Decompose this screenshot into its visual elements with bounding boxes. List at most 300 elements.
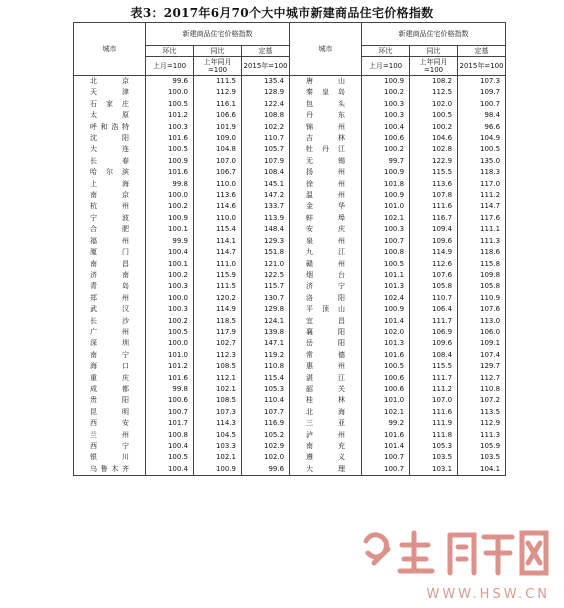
yoy-cell: 111.7 <box>410 373 458 384</box>
yoy-cell: 112.5 <box>410 87 458 98</box>
mom-cell: 101.4 <box>362 316 410 327</box>
mom-cell: 100.9 <box>362 304 410 315</box>
city-cell: 合肥 <box>74 224 146 235</box>
city-cell: 杭州 <box>74 201 146 212</box>
mom-cell: 101.4 <box>362 441 410 452</box>
city-cell: 济南 <box>74 270 146 281</box>
city-cell: 广州 <box>74 327 146 338</box>
city-cell: 赣州 <box>290 259 362 270</box>
watermark-url: WWW.HSW.CN <box>426 587 550 602</box>
yoy-cell: 108.5 <box>194 395 242 406</box>
mom-cell: 101.6 <box>362 430 410 441</box>
table-row <box>74 327 506 338</box>
yoy-cell: 114.7 <box>194 247 242 258</box>
city-cell: 哈尔滨 <box>74 167 146 178</box>
fixed-cell: 111.3 <box>458 236 506 247</box>
city-cell: 乌鲁木齐 <box>74 464 146 476</box>
fixed-cell: 107.4 <box>458 350 506 361</box>
fixed-cell: 107.3 <box>458 76 506 88</box>
yoy-cell: 109.4 <box>410 224 458 235</box>
yoy-cell: 111.6 <box>410 201 458 212</box>
city-cell: 大理 <box>290 464 362 476</box>
city-cell: 郑州 <box>74 293 146 304</box>
city-cell: 锦州 <box>290 122 362 133</box>
table-row <box>74 361 506 372</box>
fixed-cell: 105.8 <box>458 281 506 292</box>
fixed-base-header: 2015年=100 <box>458 57 506 76</box>
yoy-cell: 112.9 <box>194 87 242 98</box>
yoy-cell: 110.7 <box>410 293 458 304</box>
city-cell: 上海 <box>74 179 146 190</box>
fixed-cell: 112.7 <box>458 373 506 384</box>
index-header-left: 新建商品住宅价格指数 <box>146 23 290 46</box>
yoy-cell: 111.5 <box>194 281 242 292</box>
fixed-cell: 109.1 <box>458 338 506 349</box>
mom-cell: 100.9 <box>146 156 194 167</box>
mom-cell: 100.9 <box>362 76 410 88</box>
yoy-cell: 105.8 <box>410 281 458 292</box>
yoy-cell: 114.3 <box>194 418 242 429</box>
fixed-cell: 110.8 <box>458 384 506 395</box>
yoy-cell: 115.4 <box>194 224 242 235</box>
table-row <box>74 87 506 98</box>
yoy-cell: 113.6 <box>410 179 458 190</box>
fixed-cell: 135.0 <box>458 156 506 167</box>
mom-cell: 100.5 <box>146 327 194 338</box>
fixed-cell: 96.6 <box>458 122 506 133</box>
yoy-cell: 122.9 <box>410 156 458 167</box>
mom-cell: 100.4 <box>146 247 194 258</box>
mom-cell: 101.0 <box>362 201 410 212</box>
yoy-cell: 102.7 <box>194 338 242 349</box>
city-cell: 襄阳 <box>290 327 362 338</box>
city-cell: 蚌埠 <box>290 213 362 224</box>
city-cell: 温州 <box>290 190 362 201</box>
yoy-cell: 107.3 <box>194 407 242 418</box>
table-row <box>74 464 506 476</box>
table-row <box>74 156 506 167</box>
index-header-right: 新建商品住宅价格指数 <box>362 23 506 46</box>
yoy-cell: 111.8 <box>410 430 458 441</box>
logo-mark-icon <box>366 533 546 573</box>
yoy-cell: 112.1 <box>194 373 242 384</box>
table-title: 表3：2017年6月70个大中城市新建商品住宅价格指数 <box>130 6 434 20</box>
city-cell: 南充 <box>290 441 362 452</box>
mom-cell: 101.6 <box>146 133 194 144</box>
mom-cell: 100.3 <box>362 224 410 235</box>
table-row <box>74 395 506 406</box>
mom-cell: 100.2 <box>146 201 194 212</box>
fixed-cell: 112.9 <box>458 418 506 429</box>
mom-cell: 101.7 <box>146 418 194 429</box>
city-cell: 武汉 <box>74 304 146 315</box>
city-cell: 宜昌 <box>290 316 362 327</box>
yoy-cell: 107.6 <box>410 270 458 281</box>
mom-cell: 101.3 <box>362 338 410 349</box>
fixed-cell: 105.2 <box>242 430 290 441</box>
table-row <box>74 110 506 121</box>
fixed-cell: 133.7 <box>242 201 290 212</box>
table-row <box>74 316 506 327</box>
yoy-cell: 109.6 <box>410 236 458 247</box>
city-cell: 湛江 <box>290 373 362 384</box>
table-row <box>74 373 506 384</box>
yoy-cell: 111.9 <box>410 418 458 429</box>
mom-cell: 100.3 <box>146 304 194 315</box>
table-body <box>74 76 506 476</box>
mom-cell: 99.6 <box>146 76 194 88</box>
mom-cell: 101.1 <box>362 270 410 281</box>
fixed-cell: 111.3 <box>458 430 506 441</box>
city-cell: 天津 <box>74 87 146 98</box>
city-cell: 平顶山 <box>290 304 362 315</box>
yoy-cell: 102.8 <box>410 144 458 155</box>
table-row <box>74 259 506 270</box>
fixed-cell: 116.9 <box>242 418 290 429</box>
table-row <box>74 201 506 212</box>
city-cell: 兰州 <box>74 430 146 441</box>
fixed-cell: 117.6 <box>458 213 506 224</box>
city-cell: 北海 <box>290 407 362 418</box>
yoy-base-header: 上年同月=100 <box>410 57 458 76</box>
city-cell: 金华 <box>290 201 362 212</box>
mom-cell: 100.0 <box>146 190 194 201</box>
table-row <box>74 407 506 418</box>
yoy-cell: 110.0 <box>194 213 242 224</box>
city-cell: 无锡 <box>290 156 362 167</box>
city-cell: 桂林 <box>290 395 362 406</box>
table-row <box>74 338 506 349</box>
table-row <box>74 213 506 224</box>
fixed-cell: 107.9 <box>242 156 290 167</box>
yoy-cell: 108.5 <box>194 361 242 372</box>
table-row <box>74 350 506 361</box>
yoy-cell: 104.5 <box>194 430 242 441</box>
city-cell: 秦皇岛 <box>290 87 362 98</box>
fixed-cell: 129.7 <box>458 361 506 372</box>
yoy-cell: 109.6 <box>410 338 458 349</box>
mom-cell: 100.1 <box>146 224 194 235</box>
city-cell: 西宁 <box>74 441 146 452</box>
fixed-cell: 147.1 <box>242 338 290 349</box>
fixed-cell: 148.4 <box>242 224 290 235</box>
yoy-cell: 111.0 <box>194 259 242 270</box>
mom-cell: 100.3 <box>362 110 410 121</box>
fixed-cell: 119.2 <box>242 350 290 361</box>
fixed-cell: 117.0 <box>458 179 506 190</box>
mom-cell: 100.7 <box>362 464 410 476</box>
yoy-cell: 108.4 <box>410 350 458 361</box>
fixed-cell: 107.6 <box>458 304 506 315</box>
mom-cell: 100.2 <box>146 316 194 327</box>
fixed-header: 定基 <box>242 46 290 57</box>
yoy-header: 同比 <box>410 46 458 57</box>
city-cell: 洛阳 <box>290 293 362 304</box>
fixed-cell: 121.0 <box>242 259 290 270</box>
mom-cell: 100.3 <box>146 281 194 292</box>
yoy-cell: 104.6 <box>410 133 458 144</box>
mom-cell: 101.0 <box>146 350 194 361</box>
mom-base-header: 上月=100 <box>146 57 194 76</box>
fixed-cell: 118.3 <box>458 167 506 178</box>
table-row <box>74 418 506 429</box>
fixed-cell: 100.7 <box>458 99 506 110</box>
mom-cell: 99.8 <box>146 384 194 395</box>
yoy-cell: 101.9 <box>194 122 242 133</box>
yoy-cell: 102.0 <box>410 99 458 110</box>
yoy-cell: 114.9 <box>194 304 242 315</box>
yoy-cell: 103.5 <box>410 452 458 463</box>
mom-cell: 100.5 <box>362 361 410 372</box>
mom-cell: 101.2 <box>146 110 194 121</box>
mom-cell: 99.2 <box>362 418 410 429</box>
mom-cell: 100.4 <box>146 464 194 476</box>
mom-cell: 100.5 <box>362 259 410 270</box>
yoy-cell: 111.2 <box>410 384 458 395</box>
yoy-cell: 109.0 <box>194 133 242 144</box>
table-row <box>74 247 506 258</box>
city-cell: 长沙 <box>74 316 146 327</box>
mom-cell: 100.6 <box>362 133 410 144</box>
city-cell: 长春 <box>74 156 146 167</box>
mom-cell: 100.8 <box>362 247 410 258</box>
table-row <box>74 293 506 304</box>
mom-cell: 100.0 <box>146 87 194 98</box>
fixed-cell: 113.9 <box>242 213 290 224</box>
fixed-cell: 102.9 <box>242 441 290 452</box>
fixed-cell: 102.0 <box>242 452 290 463</box>
yoy-cell: 103.3 <box>194 441 242 452</box>
city-cell: 青岛 <box>74 281 146 292</box>
yoy-cell: 102.1 <box>194 384 242 395</box>
fixed-cell: 109.7 <box>458 87 506 98</box>
table-row <box>74 144 506 155</box>
fixed-cell: 122.5 <box>242 270 290 281</box>
mom-cell: 101.6 <box>146 167 194 178</box>
yoy-cell: 106.6 <box>194 110 242 121</box>
city-cell: 深圳 <box>74 338 146 349</box>
mom-cell: 100.3 <box>362 99 410 110</box>
mom-cell: 99.9 <box>146 236 194 247</box>
mom-cell: 100.0 <box>146 338 194 349</box>
yoy-cell: 115.5 <box>410 361 458 372</box>
mom-cell: 100.2 <box>146 270 194 281</box>
fixed-cell: 145.1 <box>242 179 290 190</box>
fixed-cell: 107.7 <box>242 407 290 418</box>
city-cell: 银川 <box>74 452 146 463</box>
city-header-left: 城市 <box>74 23 146 76</box>
mom-cell: 100.2 <box>362 144 410 155</box>
yoy-cell: 107.0 <box>194 156 242 167</box>
table-row <box>74 304 506 315</box>
table-row <box>74 452 506 463</box>
city-cell: 厦门 <box>74 247 146 258</box>
city-cell: 昆明 <box>74 407 146 418</box>
fixed-cell: 118.6 <box>458 247 506 258</box>
fixed-cell: 110.7 <box>242 133 290 144</box>
table-row <box>74 190 506 201</box>
city-cell: 西安 <box>74 418 146 429</box>
yoy-header: 同比 <box>194 46 242 57</box>
mom-cell: 100.9 <box>362 190 410 201</box>
mom-cell: 100.6 <box>362 384 410 395</box>
fixed-cell: 108.8 <box>242 110 290 121</box>
yoy-cell: 100.9 <box>194 464 242 476</box>
yoy-cell: 112.3 <box>194 350 242 361</box>
fixed-cell: 115.8 <box>458 259 506 270</box>
mom-cell: 100.0 <box>146 293 194 304</box>
yoy-cell: 116.1 <box>194 99 242 110</box>
mom-cell: 102.0 <box>362 327 410 338</box>
mom-cell: 102.4 <box>362 293 410 304</box>
table-row <box>74 99 506 110</box>
city-cell: 三亚 <box>290 418 362 429</box>
city-cell: 北京 <box>74 76 146 88</box>
mom-header: 环比 <box>146 46 194 57</box>
yoy-cell: 103.1 <box>410 464 458 476</box>
yoy-cell: 116.7 <box>410 213 458 224</box>
yoy-cell: 107.0 <box>410 395 458 406</box>
city-cell: 包头 <box>290 99 362 110</box>
table-row <box>74 236 506 247</box>
mom-base-header: 上月=100 <box>362 57 410 76</box>
mom-cell: 101.3 <box>362 281 410 292</box>
city-cell: 南宁 <box>74 350 146 361</box>
fixed-header: 定基 <box>458 46 506 57</box>
city-cell: 济宁 <box>290 281 362 292</box>
city-cell: 南昌 <box>74 259 146 270</box>
yoy-cell: 115.5 <box>410 167 458 178</box>
mom-cell: 100.9 <box>362 167 410 178</box>
mom-cell: 102.1 <box>362 213 410 224</box>
mom-cell: 100.5 <box>146 452 194 463</box>
city-cell: 沈阳 <box>74 133 146 144</box>
city-cell: 泉州 <box>290 236 362 247</box>
city-cell: 烟台 <box>290 270 362 281</box>
fixed-cell: 104.1 <box>458 464 506 476</box>
yoy-cell: 111.7 <box>410 316 458 327</box>
table-row <box>74 76 506 88</box>
yoy-cell: 106.4 <box>410 304 458 315</box>
mom-cell: 100.7 <box>146 407 194 418</box>
fixed-cell: 115.7 <box>242 281 290 292</box>
mom-cell: 101.8 <box>362 179 410 190</box>
mom-cell: 101.6 <box>146 373 194 384</box>
mom-cell: 100.7 <box>362 452 410 463</box>
fixed-cell: 122.4 <box>242 99 290 110</box>
fixed-cell: 111.2 <box>458 190 506 201</box>
fixed-cell: 105.9 <box>458 441 506 452</box>
mom-cell: 100.1 <box>146 259 194 270</box>
mom-cell: 99.8 <box>146 179 194 190</box>
fixed-cell: 139.8 <box>242 327 290 338</box>
yoy-cell: 108.2 <box>410 76 458 88</box>
fixed-cell: 115.4 <box>242 373 290 384</box>
mom-cell: 100.3 <box>146 122 194 133</box>
city-cell: 贵阳 <box>74 395 146 406</box>
city-cell: 唐山 <box>290 76 362 88</box>
city-cell: 岳阳 <box>290 338 362 349</box>
yoy-cell: 111.6 <box>410 407 458 418</box>
fixed-cell: 110.8 <box>242 361 290 372</box>
mom-cell: 100.9 <box>146 213 194 224</box>
yoy-base-header: 上年同月=100 <box>194 57 242 76</box>
fixed-cell: 129.8 <box>242 304 290 315</box>
city-cell: 牡丹江 <box>290 144 362 155</box>
city-cell: 成都 <box>74 384 146 395</box>
yoy-cell: 118.5 <box>194 316 242 327</box>
price-index-table <box>73 22 506 476</box>
table-row <box>74 224 506 235</box>
fixed-cell: 106.0 <box>458 327 506 338</box>
city-cell: 吉林 <box>290 133 362 144</box>
yoy-cell: 100.2 <box>410 122 458 133</box>
city-cell: 遵义 <box>290 452 362 463</box>
yoy-cell: 117.9 <box>194 327 242 338</box>
fixed-cell: 109.8 <box>458 270 506 281</box>
city-cell: 海口 <box>74 361 146 372</box>
city-cell: 常德 <box>290 350 362 361</box>
fixed-cell: 111.1 <box>458 224 506 235</box>
mom-cell: 100.5 <box>146 99 194 110</box>
fixed-cell: 103.5 <box>458 452 506 463</box>
city-cell: 重庆 <box>74 373 146 384</box>
table-row <box>74 179 506 190</box>
fixed-base-header: 2015年=100 <box>242 57 290 76</box>
yoy-cell: 102.1 <box>194 452 242 463</box>
yoy-cell: 112.6 <box>410 259 458 270</box>
yoy-cell: 111.5 <box>194 76 242 88</box>
yoy-cell: 106.9 <box>410 327 458 338</box>
city-cell: 韶关 <box>290 384 362 395</box>
yoy-cell: 115.9 <box>194 270 242 281</box>
mom-cell: 101.6 <box>362 350 410 361</box>
yoy-cell: 113.6 <box>194 190 242 201</box>
city-cell: 石家庄 <box>74 99 146 110</box>
yoy-cell: 114.1 <box>194 236 242 247</box>
fixed-cell: 98.4 <box>458 110 506 121</box>
city-cell: 太原 <box>74 110 146 121</box>
city-cell: 安庆 <box>290 224 362 235</box>
city-cell: 南京 <box>74 190 146 201</box>
table-row <box>74 270 506 281</box>
table-row <box>74 384 506 395</box>
fixed-cell: 130.7 <box>242 293 290 304</box>
table-row <box>74 441 506 452</box>
fixed-cell: 102.2 <box>242 122 290 133</box>
mom-cell: 100.4 <box>362 122 410 133</box>
fixed-cell: 105.7 <box>242 144 290 155</box>
mom-cell: 100.4 <box>146 441 194 452</box>
city-cell: 泸州 <box>290 430 362 441</box>
mom-cell: 101.0 <box>362 395 410 406</box>
fixed-cell: 104.9 <box>458 133 506 144</box>
mom-cell: 100.5 <box>146 144 194 155</box>
fixed-cell: 107.2 <box>458 395 506 406</box>
fixed-cell: 113.0 <box>458 316 506 327</box>
yoy-cell: 114.6 <box>194 201 242 212</box>
fixed-cell: 108.4 <box>242 167 290 178</box>
fixed-cell: 110.4 <box>242 395 290 406</box>
city-header-right: 城市 <box>290 23 362 76</box>
fixed-cell: 135.4 <box>242 76 290 88</box>
city-cell: 宁波 <box>74 213 146 224</box>
yoy-cell: 104.8 <box>194 144 242 155</box>
table-row <box>74 281 506 292</box>
fixed-cell: 151.8 <box>242 247 290 258</box>
fixed-cell: 128.9 <box>242 87 290 98</box>
city-cell: 徐州 <box>290 179 362 190</box>
